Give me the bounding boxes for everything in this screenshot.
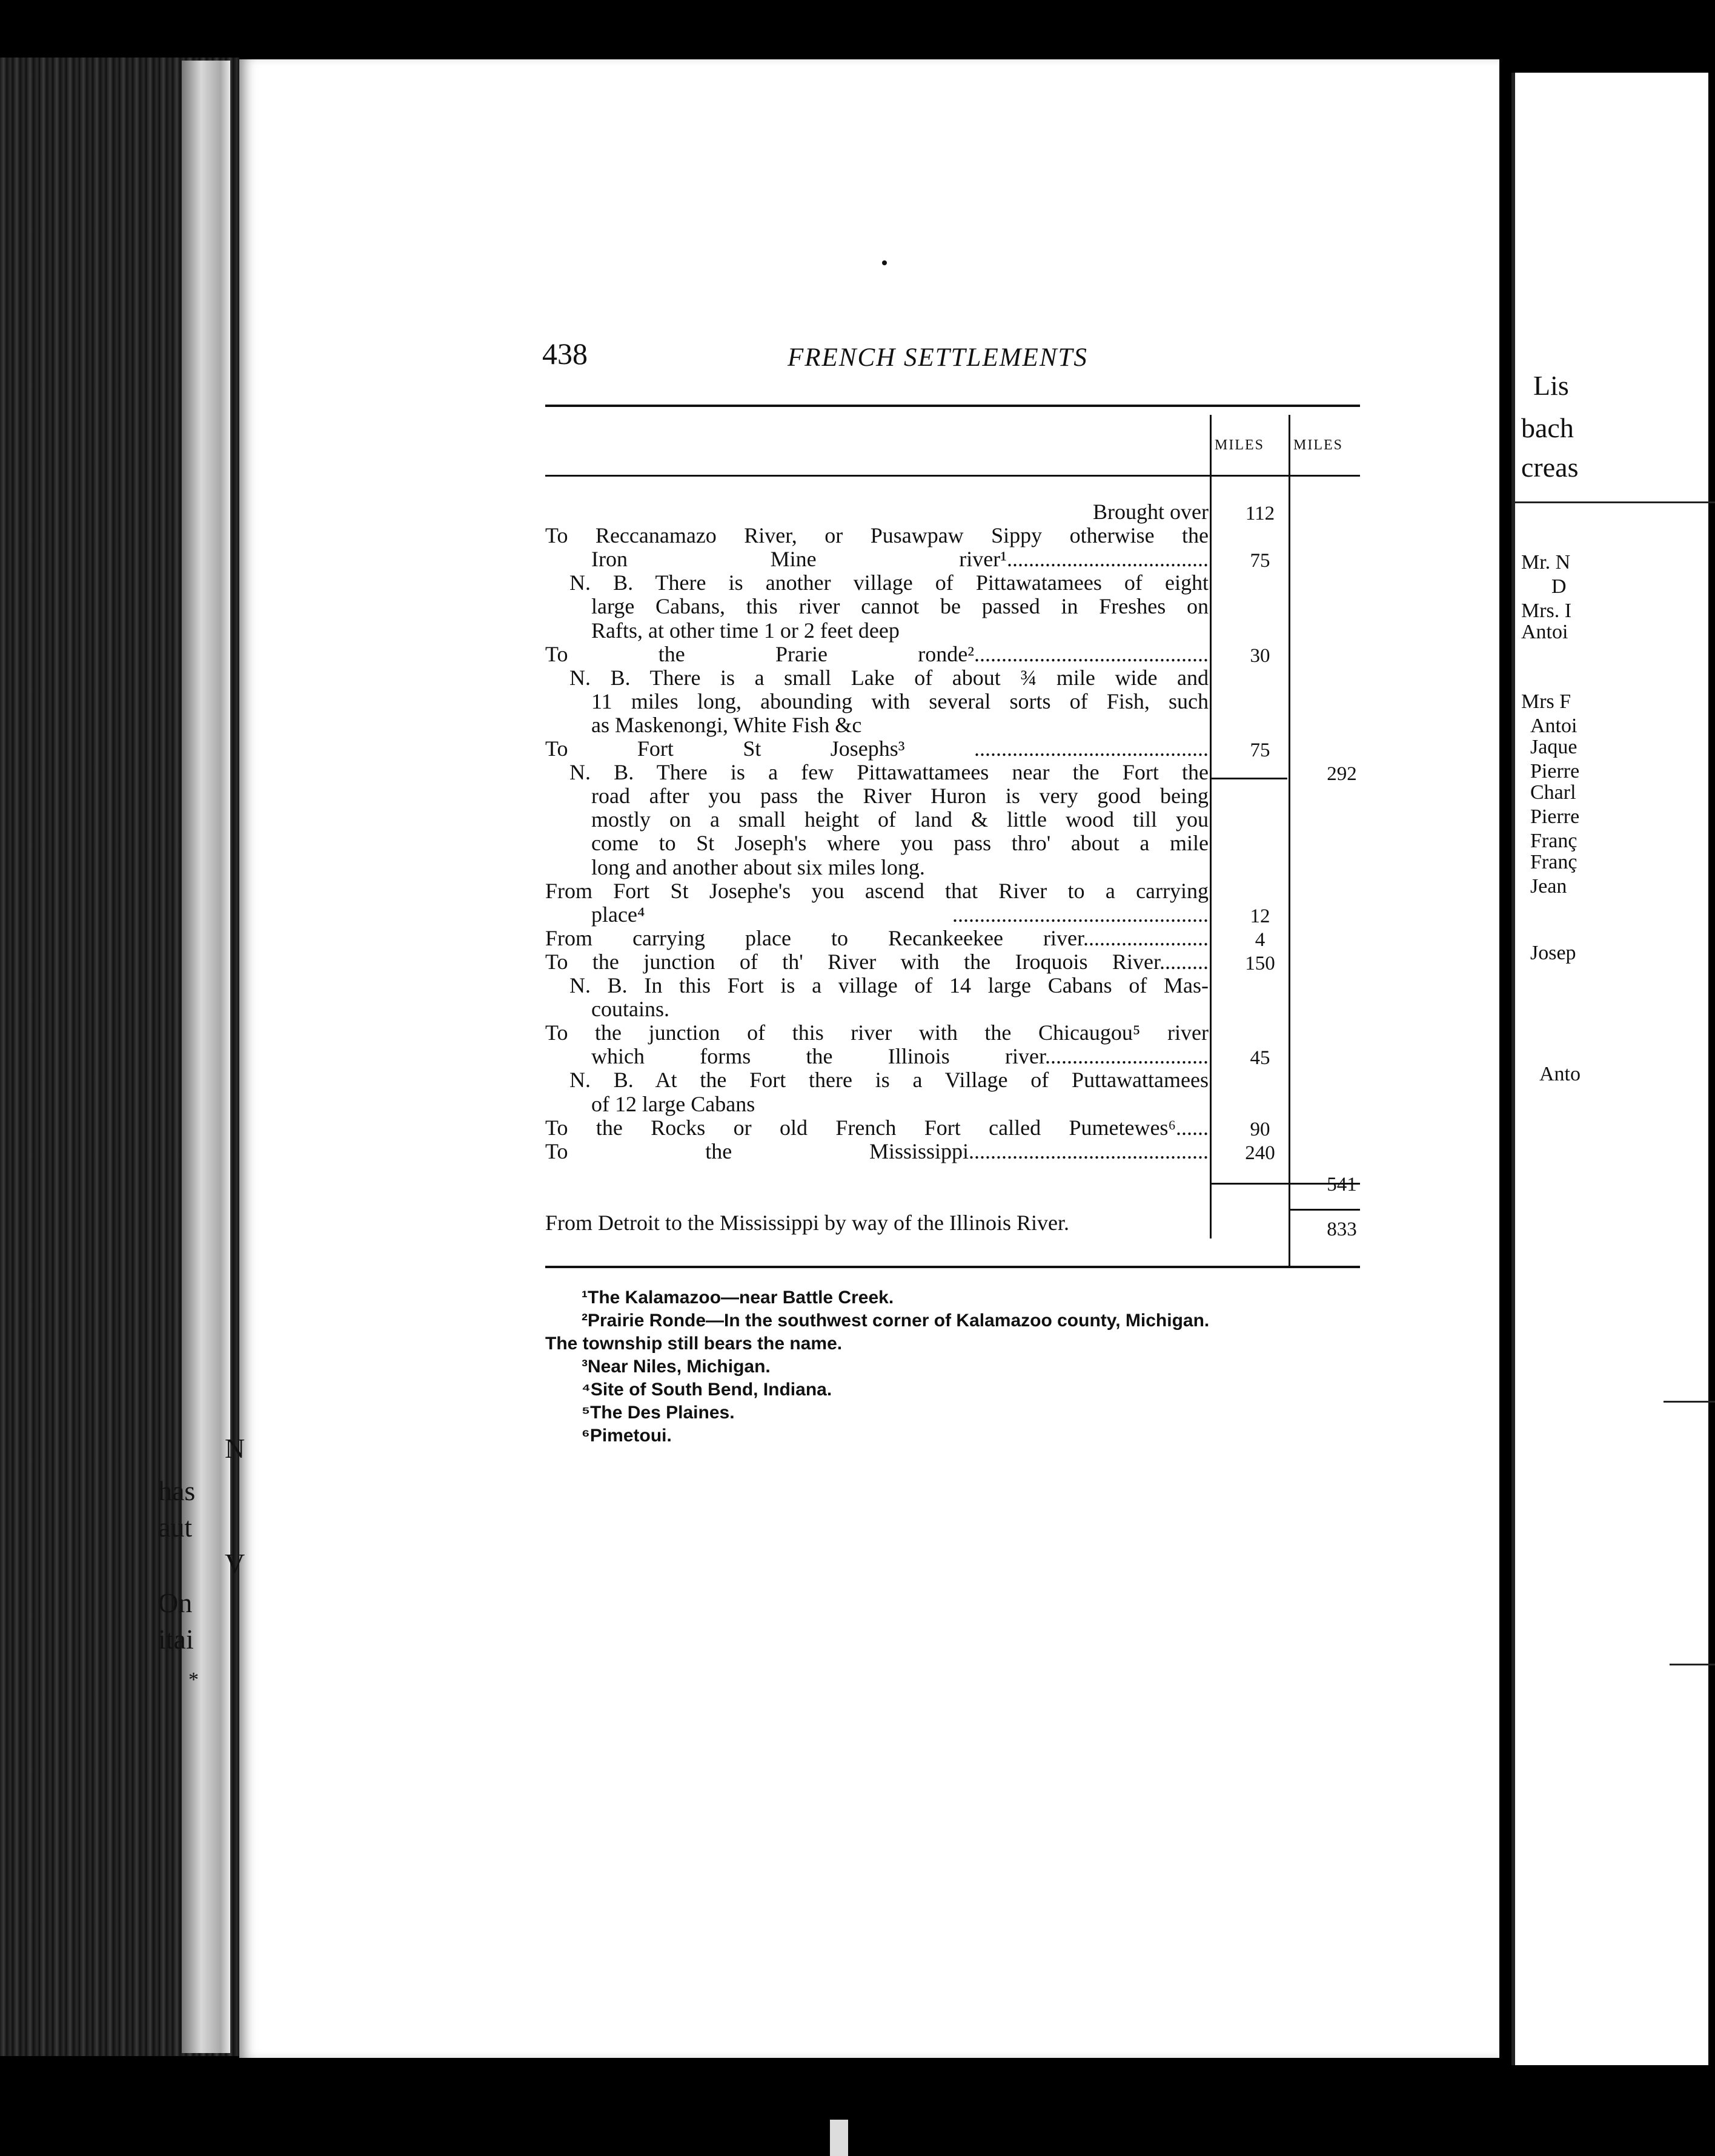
itinerary-line: N. B. There is a small Lake of about ¾ mile wide and [569, 666, 1209, 690]
footnote: ⁶Pimetoui. [582, 1426, 672, 1446]
itinerary-line: 11 miles long, abounding with several sorts of Fish, such [591, 689, 1209, 713]
miles-subtotal-value: 292 [1327, 763, 1357, 785]
right-page-text-fragment: V [225, 1548, 245, 1579]
miles-value: 75 [1250, 550, 1270, 572]
footnote: ⁴Site of South Bend, Indiana. [582, 1380, 832, 1400]
itinerary-line: of 12 large Cabans [591, 1092, 755, 1116]
itinerary-line: long and another about six miles long. [591, 855, 925, 879]
itinerary-line: N. B. In this Fort is a village of 14 large Cabans of Mas- [569, 973, 1209, 997]
right-page-rule [1515, 501, 1715, 503]
right-page-name-fragment: Mrs F [1521, 690, 1571, 713]
itinerary-line: as Maskenongi, White Fish &c [591, 713, 862, 737]
itinerary-line: which forms the Illinois river.............................. [591, 1044, 1209, 1068]
right-page-name-fragment: Antoi [1530, 715, 1577, 737]
right-page-text-fragment: itai [158, 1624, 194, 1655]
itinerary-line: N. B. There is a few Pittawattamees near the Fort the [569, 760, 1209, 784]
itinerary-line: To the junction of this river with the Chicaugou⁵ river [545, 1020, 1209, 1045]
right-page-name-fragment: Charl [1530, 781, 1576, 804]
right-page-name-fragment: Jean [1530, 875, 1567, 898]
right-page-name-fragment: Josep [1530, 942, 1576, 964]
scan-mark [830, 2120, 848, 2156]
miles-value: 12 [1250, 905, 1270, 927]
itinerary-line: To Fort St Josephs³ ........................................... [545, 736, 1209, 761]
itinerary-line: mostly on a small height of land & little wood till you [591, 807, 1209, 832]
miles-value: 4 [1255, 929, 1266, 951]
footnote: ¹The Kalamazoo—near Battle Creek. [582, 1288, 894, 1308]
miles-col2-header: MILES [1293, 437, 1343, 453]
itinerary-line: road after you pass the River Huron is very good being [591, 784, 1209, 808]
page-number: 438 [542, 337, 588, 371]
col1-left-rule [1210, 415, 1212, 1238]
itinerary-line: Rafts, at other time 1 or 2 feet deep [591, 618, 900, 643]
running-title: FRENCH SETTLEMENTS [788, 343, 1088, 372]
itinerary-line: N. B. There is another village of Pittawatamees of eight [569, 570, 1209, 595]
right-page-name-fragment: Pierre [1530, 760, 1580, 782]
total-value: 833 [1327, 1219, 1357, 1240]
miles-value: 45 [1250, 1047, 1270, 1069]
right-page-rule [1670, 1664, 1715, 1665]
table-bottom-rule [545, 1266, 1360, 1268]
right-page-name-fragment: Jaque [1530, 736, 1577, 758]
itinerary-line: From carrying place to Recankeekee river....................... [545, 926, 1209, 950]
right-page-text-fragment: aut [158, 1512, 193, 1543]
table-top-rule [545, 405, 1360, 407]
right-page-text-fragment: On [158, 1587, 193, 1618]
total-line: From Detroit to the Mississippi by way of the Illinois River. [545, 1211, 1069, 1235]
ink-speck [882, 260, 887, 265]
right-page-name-fragment: D [1551, 575, 1567, 598]
right-page-text-fragment: N [225, 1433, 245, 1464]
grand-total-rule [1290, 1209, 1360, 1211]
right-page-heading-fragment: Lis [1533, 370, 1569, 401]
miles-value: 150 [1245, 953, 1275, 974]
subtotal-rule [1212, 778, 1287, 779]
miles-value: 75 [1250, 739, 1270, 761]
itinerary-line: coutains. [591, 997, 669, 1021]
right-page-name-fragment: Pierre [1530, 805, 1580, 828]
itinerary-line: From Fort St Josephe's you ascend that River to a carrying [545, 879, 1209, 903]
miles-value: 90 [1250, 1119, 1270, 1140]
itinerary-line: Iron Mine river¹..................................... [591, 547, 1209, 571]
itinerary-line: place⁴ ............................................... [591, 902, 1209, 927]
itinerary-line: To the Rocks or old French Fort called Pumetewes⁶...... [545, 1116, 1209, 1140]
miles-value: 30 [1250, 645, 1270, 667]
right-page-heading-fragment: creas [1521, 452, 1579, 483]
right-page-rule [1664, 1401, 1715, 1403]
itinerary-line: To the Prarie ronde²........................................... [545, 642, 1209, 666]
right-page-name-fragment: Mrs. I [1521, 600, 1572, 622]
right-page-text-fragment: * [188, 1668, 199, 1691]
miles-value: 112 [1245, 503, 1275, 524]
itinerary-line: large Cabans, this river cannot be passed in Freshes on [591, 594, 1209, 618]
right-page-name-fragment: Anto [1539, 1063, 1581, 1085]
footnote: ³Near Niles, Michigan. [582, 1357, 771, 1377]
itinerary-line: Brought over [1093, 500, 1209, 524]
itinerary-line: come to St Joseph's where you pass thro' about a mile [591, 831, 1209, 855]
itinerary-line: To Reccanamazo River, or Pusawpaw Sippy otherwise the [545, 523, 1209, 547]
footnote: ⁵The Des Plaines. [582, 1403, 735, 1423]
itinerary-line: To the junction of th' River with the Iroquois River......... [545, 950, 1209, 974]
header-bottom-rule [545, 475, 1360, 477]
right-page-name-fragment: Antoi [1521, 621, 1568, 643]
right-page-name-fragment: Franç [1530, 830, 1577, 852]
right-page-name-fragment: Franç [1530, 851, 1577, 873]
footnote: The township still bears the name. [545, 1334, 843, 1354]
miles-value: 240 [1245, 1142, 1275, 1164]
subtotal-value: 541 [1327, 1174, 1357, 1195]
right-page-name-fragment: Mr. N [1521, 551, 1571, 574]
itinerary-line: N. B. At the Fort there is a Village of Puttawattamees [569, 1068, 1209, 1092]
footnote: ²Prairie Ronde—In the southwest corner of Kalamazoo county, Michigan. [582, 1311, 1210, 1331]
itinerary-line: To the Mississippi............................................ [545, 1139, 1209, 1163]
right-page-text-fragment: has [158, 1475, 196, 1506]
page-edge-highlight [182, 61, 230, 2053]
miles-col1-header: MILES [1215, 437, 1264, 453]
right-page-heading-fragment: bach [1521, 412, 1574, 443]
